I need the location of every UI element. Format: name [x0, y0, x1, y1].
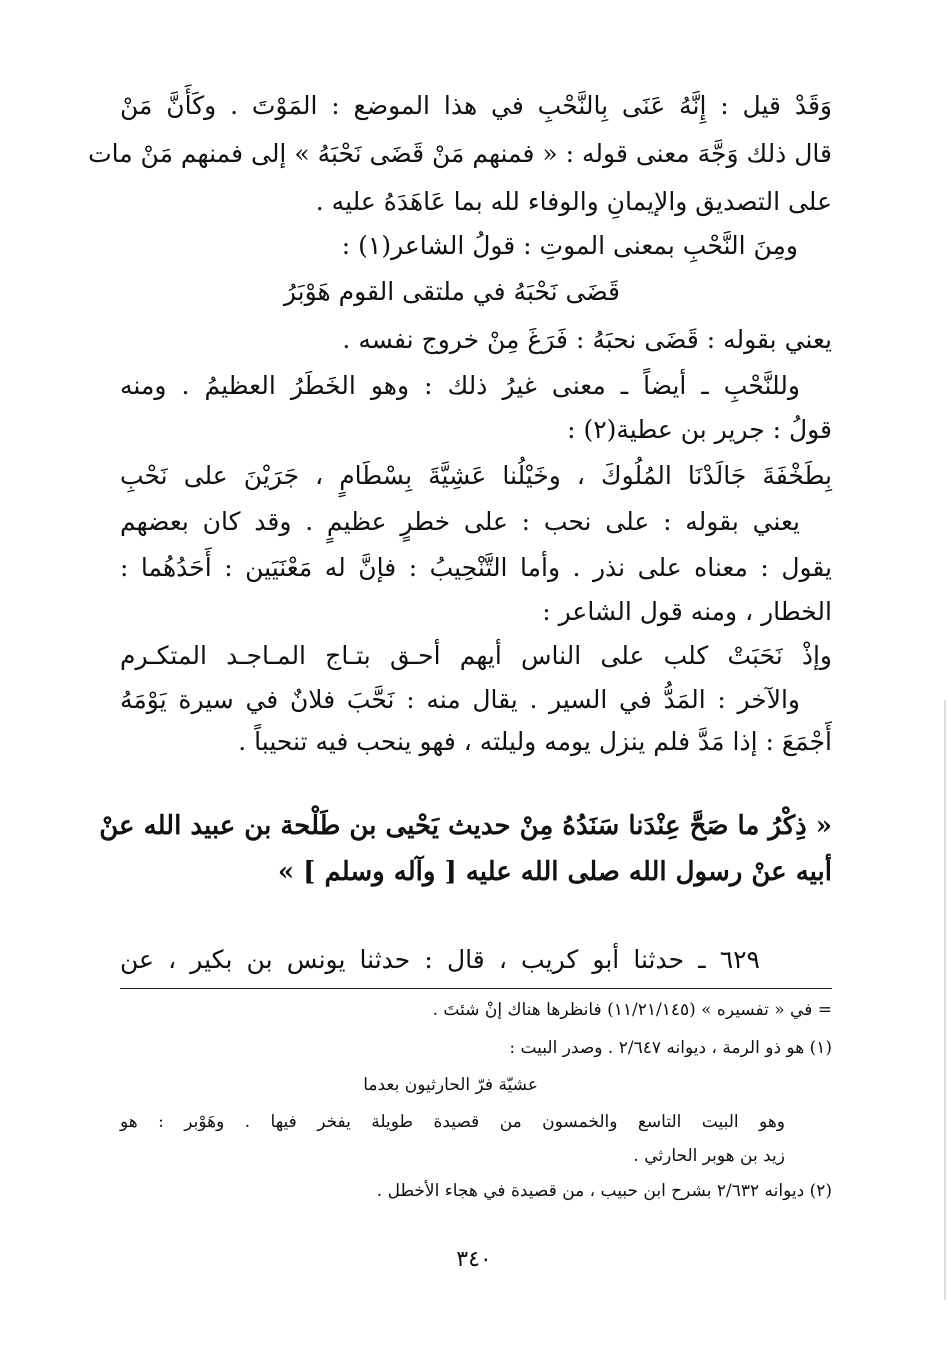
- section-heading-line: « ذِكْرُ ما صَحَّ عِنْدَنا سَنَدُهُ مِنْ حديث يَحْيى بن طَلْحة بن عبيد الله عنْ: [99, 811, 832, 841]
- body-line: وللنَّحْبِ ـ أيضاً ـ معنى غيرُ ذلك : وهو الخَطَرُ العظيمُ . ومنه: [120, 371, 800, 400]
- footnote-verse: عشيّة فرّ الحارثيون بعدما: [363, 1075, 538, 1095]
- body-line: والآخر : المَدُّ في السير . يقال منه : نَحَّبَ فلانٌ في سيرة يَوْمَهُ: [120, 685, 800, 714]
- body-line: قال ذلك وَجَّهَ معنى قوله : « فمنهم مَنْ قَضَى نَحْبَهُ » إلى فمنهم مَنْ مات: [88, 139, 832, 168]
- scan-edge: [944, 700, 946, 1300]
- footnote-line: وهو البيت التاسع والخمسون من قصيدة طويلة يفخر فيها . وهَوْبر : هو: [120, 1112, 785, 1132]
- hadith-line: ٦٢٩ ـ حدثنا أبو كريب ، قال : حدثنا يونس بن بكير ، عن: [120, 945, 760, 974]
- body-line: قولُ : جرير بن عطية(٢) :: [567, 415, 832, 444]
- footnote-separator: [120, 988, 832, 989]
- body-line: الخطار ، ومنه قول الشاعر :: [542, 597, 832, 626]
- body-line: وَقَدْ قيل : إِنَّهُ عَنَى بِالنَّحْبِ في هذا الموضع : المَوْتَ . وكَأَنَّ مَنْ: [120, 91, 832, 120]
- footnote-2: (٢) ديوانه ٢/٦٣٢ بشرح ابن حبيب ، من قصيدة في هجاء الأخطل .: [376, 1181, 832, 1201]
- footnote-1: (١) هو ذو الرمة ، ديوانه ٢/٦٤٧ . وصدر البيت :: [509, 1038, 832, 1058]
- poem-verse: وإذْ نَحَبَتْ كلب على الناس أيهم أحـق بتـاج المـاجـد المتكـرم: [120, 641, 832, 670]
- poem-verse: بِطَخْفَةَ جَالَدْنَا المُلُوكَ ، وخَيْلُنا عَشِيَّةَ بِسْطَامٍ ، جَرَيْنَ على نَحْبِ: [120, 461, 832, 490]
- page-number: ٣٤٠: [456, 1247, 492, 1272]
- body-line: ومِنَ النَّحْبِ بمعنى الموتِ : قولُ الشاعر(١) :: [341, 231, 798, 260]
- body-line: أَجْمَعَ : إذا مَدَّ فلم ينزل يومه وليلته ، فهو ينحب فيه تنحيباً .: [238, 727, 832, 756]
- body-line: يعني بقوله : على نحب : على خطرٍ عظيمٍ . وقد كان بعضهم: [120, 507, 800, 536]
- body-line: يقول : معناه على نذر . وأما التَّنْحِيبُ : فإنَّ له مَعْنَيَين : أَحَدُهُما :: [120, 553, 832, 582]
- footnote-continuation: = في « تفسيره » (١١/٢١/١٤٥) فانظرها هناك إنْ شئتَ .: [432, 1000, 832, 1020]
- section-heading-line: أبيه عنْ رسول الله صلى الله عليه [ وآله وسلم ] »: [277, 857, 832, 887]
- body-line: على التصديق والإيمانِ والوفاء لله بما عَاهَدَهُ عليه .: [315, 187, 832, 216]
- footnote-line: زيد بن هوبر الحارثي .: [633, 1146, 785, 1166]
- poem-hemistich: قَضَى نَحْبَهُ في ملتقى القوم هَوْبَرُ: [283, 277, 620, 306]
- body-line: يعني بقوله : قَضَى نحبَهُ : فَرَغَ مِنْ خروج نفسه .: [342, 325, 832, 354]
